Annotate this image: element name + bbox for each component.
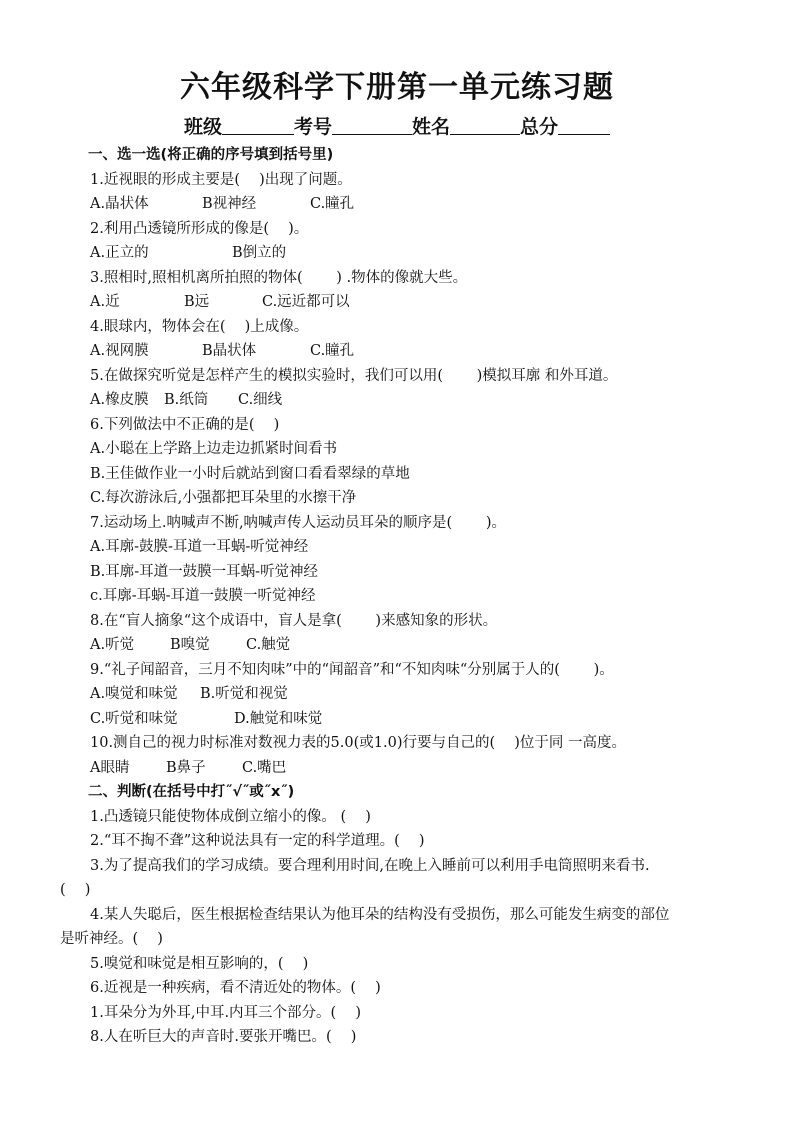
question-7-option-b: B.耳廓-耳道一鼓膜一耳蜗-听觉神经 (90, 563, 319, 580)
name-blank[interactable] (450, 116, 520, 135)
option: A眼睛 (90, 759, 130, 776)
judgement-4: 4.某人失聪后，医生根据检查结果认为他耳朵的结构没有受损伤，那么可能发生病变的部位 (90, 906, 670, 923)
question-3: 3.照相时,照相机离所拍照的物体( ) .物体的像就大些。 (90, 269, 468, 286)
class-label: 班级 (183, 116, 222, 138)
judgement-8: 8.人在听巨大的声音时.要张开嘴巴。( ) (90, 1029, 357, 1045)
option: B远 (184, 294, 210, 310)
option: D.触觉和味觉 (234, 710, 323, 727)
section2-heading: 二、判断(在括号中打˝√˝或˝x˝) (88, 784, 295, 800)
judgement-3: 3.为了提高我们的学习成绩。要合理利用时间,在晚上入睡前可以利用手电筒照明来看书. (90, 857, 650, 874)
option: A.橡皮膜 (90, 392, 149, 408)
question-9: 9.“礼子闻韶音，三月不知肉味”中的“闻韶音”和“不知肉味“分别属于人的( )。 (90, 661, 614, 678)
option: C.瞳孔 (310, 343, 355, 359)
option: C.听觉和味觉 (90, 710, 178, 727)
option: B晶状体 (202, 343, 257, 359)
question-6-option-c: C.每次游泳后,小强都把耳朵里的水擦干净 (90, 490, 357, 506)
option: B.听觉和视觉 (200, 686, 288, 702)
number-blank[interactable] (332, 116, 412, 135)
question-5-options (90, 388, 720, 413)
class-blank[interactable] (222, 116, 294, 135)
judgement-3-continued: ( ) (60, 882, 91, 898)
section1-heading: 一、选一选(将正确的序号填到括号里) (88, 147, 334, 163)
question-7: 7.运动场上.呐喊声不断,呐喊声传人运动员耳朵的顺序是( )。 (90, 514, 506, 531)
option: B视神经 (202, 196, 257, 212)
question-3-options (90, 290, 720, 315)
question-1: 1.近视眼的形成主要是( )出现了问题。 (90, 171, 352, 188)
judgement-4-continued: 是听神经。( ) (60, 931, 163, 947)
name-label: 姓名 (412, 116, 451, 138)
student-info-line (0, 112, 794, 139)
question-9-options-row1 (90, 682, 720, 707)
judgement-6: 6.近视是一种疾病，看不清近处的物体。( ) (90, 980, 381, 996)
number-label: 考号 (293, 116, 332, 138)
question-7-option-a: A.耳廓-鼓膜-耳道一耳蜗-听觉神经 (90, 539, 309, 555)
question-4: 4.眼球内，物体会在( )上成像。 (90, 318, 309, 335)
option: C.瞳孔 (310, 196, 355, 212)
judgement-7: 1.耳朵分为外耳,中耳.内耳三个部分。( ) (90, 1004, 361, 1021)
option: A.正立的 (90, 245, 149, 261)
question-8: 8.在“盲人摘象“这个成语中，盲人是拿( )来感知象的形状。 (90, 612, 498, 629)
option: B鼻子 (166, 759, 206, 776)
judgement-1: 1.凸透镜只能使物体成倒立缩小的像。 ( ) (90, 808, 371, 825)
question-10-options (90, 756, 720, 781)
option: C.远近都可以 (262, 294, 350, 310)
question-4-options (90, 339, 720, 364)
judgement-2: 2.“耳不掏不聋”这种说法具有一定的科学道理。( ) (90, 833, 425, 849)
question-5: 5.在做探究听觉是怎样产生的模拟实验时，我们可以用( )模拟耳廓 和外耳道。 (90, 367, 618, 384)
page-title: 六年级科学下册第一单元练习题 (180, 70, 614, 105)
option: A.晶状体 (90, 196, 149, 212)
option: B.纸筒 (164, 392, 209, 408)
option: A.近 (90, 294, 120, 310)
score-label: 总分 (520, 116, 559, 138)
option: C.细线 (238, 392, 283, 408)
question-6-option-b: B.王佳做作业一小时后就站到窗口看看翠绿的草地 (90, 465, 410, 482)
question-10: 10.测自己的视力时标准对数视力表的5.0(或1.0)行要与自己的( )位于同 一高度。 (90, 735, 627, 751)
question-6-option-a: A.小聪在上学路上边走边抓紧时间看书 (90, 441, 338, 457)
option: C.嘴巴 (242, 759, 287, 776)
score-blank[interactable] (558, 116, 610, 135)
option: A.听觉 (90, 637, 135, 653)
question-2-options (90, 241, 720, 266)
question-9-options-row2 (90, 707, 720, 732)
option: B嗅觉 (170, 637, 210, 653)
judgement-5: 5.嗅觉和味觉是相互影响的，( ) (90, 955, 309, 972)
question-content (60, 143, 720, 1050)
option: B倒立的 (232, 245, 287, 261)
option: A.嗅觉和味觉 (90, 686, 178, 702)
option: A.视网膜 (90, 343, 149, 359)
question-2: 2.利用凸透镜所形成的像是( )。 (90, 220, 309, 237)
option: C.触觉 (246, 637, 291, 653)
question-1-options (90, 192, 720, 217)
question-6: 6.下列做法中不正确的是( ) (90, 416, 280, 433)
question-8-options (90, 633, 720, 658)
question-7-option-c: c.耳廓-耳蜗-耳道一鼓膜一听觉神经 (90, 588, 316, 604)
